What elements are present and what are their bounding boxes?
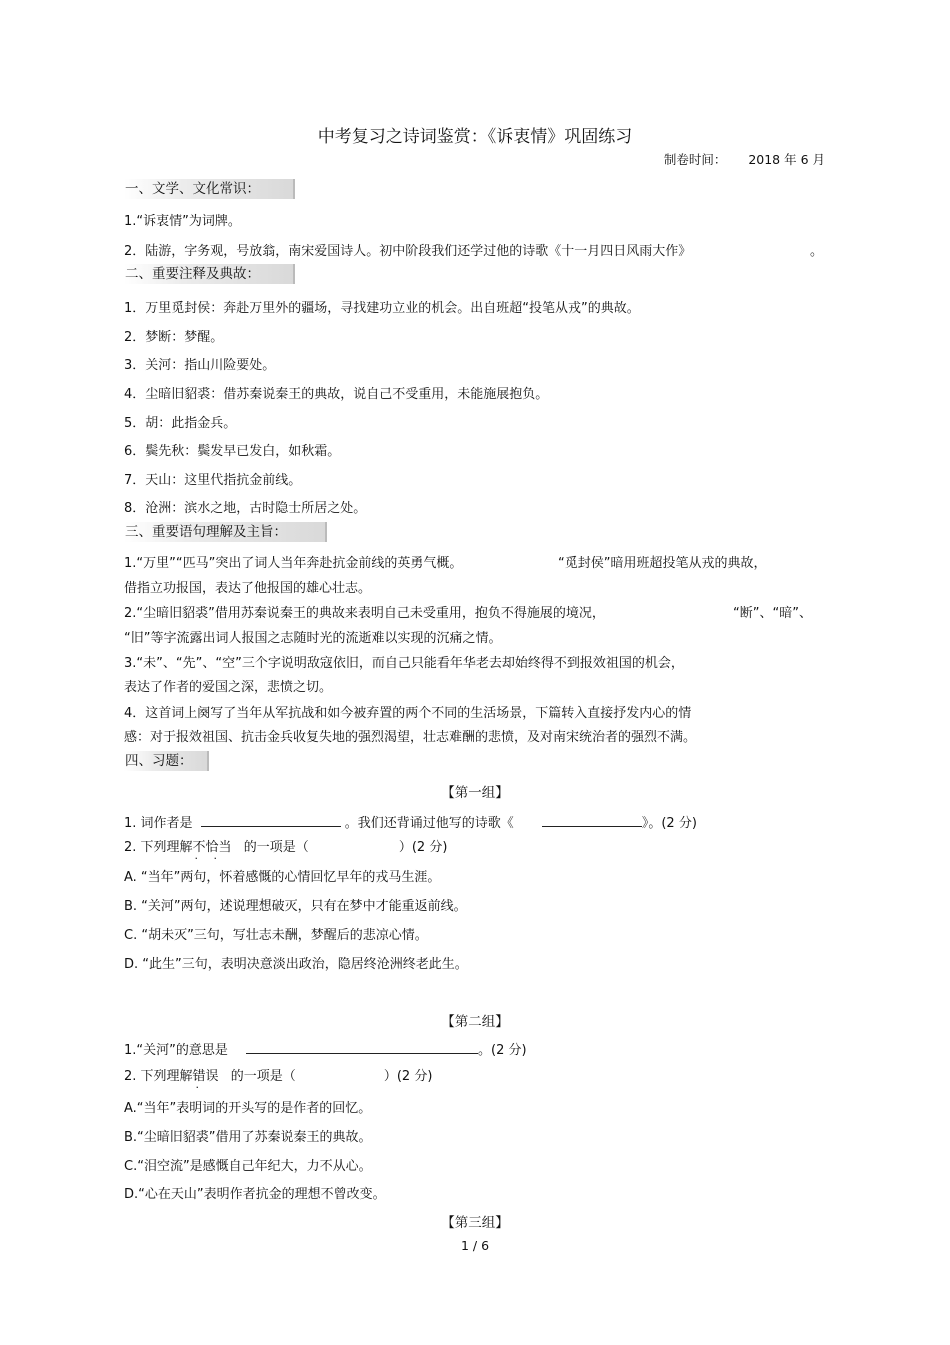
theme-text: 2.“尘暗旧貂裘”借用苏秦说秦王的典故来表明自己未受重用，抱负不得施展的境况， [124,606,605,621]
question-2: 2. 下列理解错误 的一项是（ ）(2 分) [124,1069,433,1084]
theme-text: “断”、“暗”、 [733,606,812,621]
answer-blank[interactable] [542,814,642,827]
culture-item: 2．陆游，字务观，号放翁，南宋爱国诗人。初中阶段我们还学过他的诗歌《十一月四日风雨大作》 [124,244,692,259]
culture-item: 1.“诉衷情”为词牌。 [124,214,241,229]
page-number: 1 / 6 [460,1238,490,1253]
culture-item-end: 。 [810,244,824,259]
note-item: 1．万里觅封侯：奔赴万里外的疆场，寻找建功立业的机会。出自班超“投笔从戎”的典故。 [124,301,640,316]
option-a: A.“当年”表明词的开头写的是作者的回忆。 [124,1101,372,1116]
note-item: 3．关河：指山川险要处。 [124,358,276,373]
answer-blank[interactable] [246,1041,478,1054]
emphasis-text: 错误 [192,1069,219,1084]
option-c: C.“泪空流”是感慨自己年纪大，力不从心。 [124,1159,372,1174]
theme-text: 感：对于报效祖国、抗击金兵收复失地的强烈渴望，壮志难酬的悲愤，及对南宋统治者的强烈不满。 [124,730,697,745]
theme-text: “觅封侯”暗用班超投笔从戎的典故， [558,556,767,571]
option-d: D.“心在天山”表明作者抗金的理想不曾改变。 [124,1187,386,1202]
date-value: 2018 年 6 月 [748,152,825,167]
group-heading: 【第一组】 [441,785,509,801]
date-label: 制卷时间： [663,152,727,167]
theme-text: 4．这首词上阕写了当年从军抗战和如今被弃置的两个不同的生活场景，下篇转入直接抒发内心的情 [124,706,692,721]
option-b: B. “关河”两句，述说理想破灭，只有在梦中才能重返前线。 [124,899,467,914]
date-line [664,150,825,168]
emphasis-text: 不恰当 · · [193,840,232,855]
page-title: 中考复习之诗词鉴赏：《诉衷情》巩固练习 [317,127,633,147]
note-item: 2．梦断：梦醒。 [124,330,224,345]
section-heading-exercises: 四、习题： [124,751,209,771]
note-item: 6．鬓先秋：鬓发早已发白，如秋霜。 [124,444,341,459]
group-heading: 【第二组】 [441,1014,509,1030]
answer-blank[interactable] [201,814,341,827]
theme-text: 借指立功报国，表达了他报国的雄心壮志。 [124,581,372,596]
group-heading: 【第三组】 [441,1215,509,1231]
theme-text: 1.“万里”“匹马”突出了词人当年奔赴抗金前线的英勇气概。 [124,556,463,571]
question-2: 2. 下列理解不恰当 · · 的一项是（ ）(2 分) [124,836,447,855]
theme-text: 3.“未”、“先”、“空”三个字说明敌寇依旧，而自己只能看年华老去却始终得不到报效祖国的机会， [124,656,684,671]
section-heading-themes: 三、重要语句理解及主旨： [124,522,327,542]
option-d: D. “此生”三句，表明决意淡出政治，隐居终沧洲终老此生。 [124,957,468,972]
note-item: 7．天山：这里代指抗金前线。 [124,473,302,488]
option-b: B.“尘暗旧貂裘”借用了苏秦说秦王的典故。 [124,1130,372,1145]
note-item: 5．胡：此指金兵。 [124,416,237,431]
option-c: C. “胡未灭”三句，写壮志未酬，梦醒后的悲凉心情。 [124,928,428,943]
theme-text: “旧”等字流露出词人报国之志随时光的流逝难以实现的沉痛之情。 [124,631,502,646]
option-a: A. “当年”两句，怀着感慨的心情回忆早年的戎马生涯。 [124,870,441,885]
section-heading-culture: 一、文学、文化常识： [124,179,295,199]
note-item: 8．沧洲：滨水之地，古时隐士所居之处。 [124,501,367,516]
section-heading-notes: 二、重要注释及典故： [124,264,295,284]
note-item: 4．尘暗旧貂裘：借苏秦说秦王的典故，说自己不受重用，未能施展抱负。 [124,387,549,402]
question-1: 1.“关河”的意思是 。(2 分) [124,1043,527,1058]
theme-text: 表达了作者的爱国之深，悲愤之切。 [124,680,333,695]
question-1: 1. 词作者是 。我们还背诵过他写的诗歌《 》。(2 分) [124,816,697,831]
